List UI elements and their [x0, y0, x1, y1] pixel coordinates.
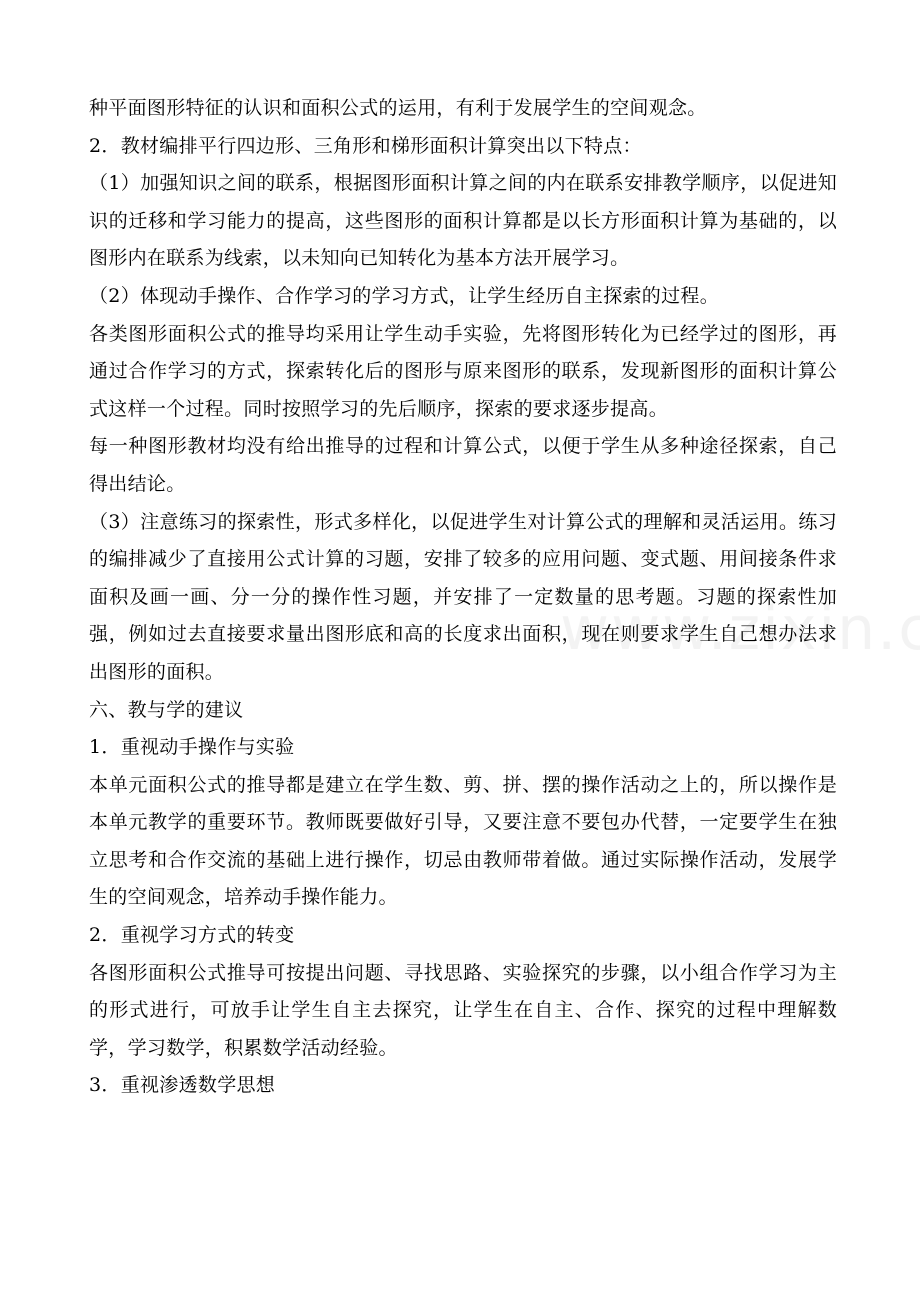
paragraph-hands-on: 本单元面积公式的推导都是建立在学生数、剪、拼、摆的操作活动之上的，所以操作是本单元教学的重要环节。教师既要做好引导，又要注意不要包办代替，一定要学生在独立思考和合作交流的基础上进行操作，切忌由教师带着做。通过实际操作活动，发展学生的空间观念，培养动手操作能力。: [89, 773, 837, 909]
document-body: [89, 90, 837, 1105]
paragraph-features-heading: 2．教材编排平行四边形、三角形和梯形面积计算突出以下特点：: [89, 134, 642, 157]
paragraph-feature-1: （1）加强知识之间的联系，根据图形面积计算之间的内在联系安排教学顺序，以促进知识的迁移和学习能力的提高，这些图形的面积计算都是以长方形面积计算为基础的，以图形内在联系为线索，以未知向已知转化为基本方法开展学习。: [89, 172, 837, 270]
paragraph-feature-2-note: 每一种图形教材均没有给出推导的过程和计算公式，以便于学生从多种途径探索，自己得出结论。: [89, 435, 837, 495]
subheading-learning-style: 2．重视学习方式的转变: [89, 924, 295, 947]
paragraph-feature-2-detail: 各类图形面积公式的推导均采用让学生动手实验，先将图形转化为已经学过的图形，再通过合作学习的方式，探索转化后的图形与原来图形的联系，发现新图形的面积计算公式这样一个过程。同时按照学习的先后顺序，探索的要求逐步提高。: [89, 322, 837, 420]
paragraph-intro-continuation: 种平面图形特征的认识和面积公式的运用，有利于发展学生的空间观念。: [89, 97, 707, 119]
paragraph-feature-3: （3）注意练习的探索性，形式多样化，以促进学生对计算公式的理解和灵活运用。练习的编排减少了直接用公式计算的习题，安排了较多的应用问题、变式题、用间接条件求面积及画一画、分一分的操作性习题，并安排了一定数量的思考题。习题的探索性加强，例如过去直接要求量出图形底和高的长度求出面积，现在则要求学生自己想办法求出图形的面积。: [89, 510, 837, 683]
subheading-math-thinking: 3．重视渗透数学思想: [89, 1074, 276, 1097]
subheading-hands-on: 1．重视动手操作与实验: [89, 736, 295, 759]
paragraph-feature-2: （2）体现动手操作、合作学习的学习方式，让学生经历自主探索的过程。: [89, 284, 719, 307]
paragraph-learning-style: 各图形面积公式推导可按提出问题、寻找思路、实验探究的步骤，以小组合作学习为主的形式进行，可放手让学生自主去探究，让学生在自主、合作、探究的过程中理解数学，学习数学，积累数学活动经验。: [89, 961, 837, 1059]
section-heading-suggestions: 六、教与学的建议: [89, 698, 244, 721]
